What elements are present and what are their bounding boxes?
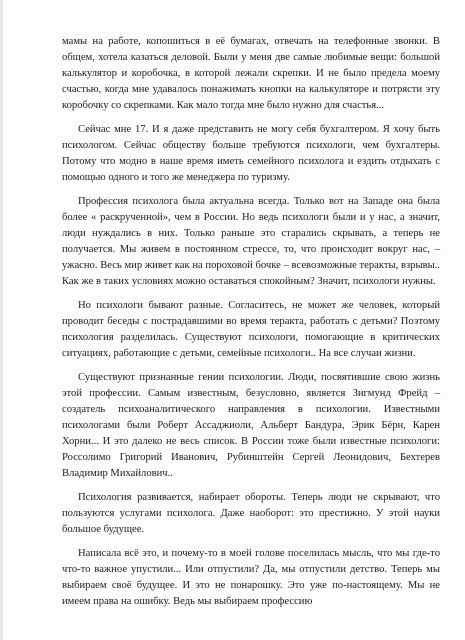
essay-text [62,34,440,618]
paragraph-conclusion: Написала всё это, и почему-то в моей голове поселилась мысль, что мы где-то что-то важное упустили... Или отпустили? Да, мы отпустили детство. Теперь мы выбираем своё будущее. И это не понарошку. Это уже по-настоящему. Мы не имеем права на ошибку. Ведь мы выбираем профессию [62,548,440,607]
paragraph-famous-psychologists: Существуют признанные гении психологии. Люди, посвятившие свою жизнь этой профессии. Самым известным, безусловно, является Зигмунд Фрейд – создатель психоаналитического направления в психологии. Известными психологами были Роберт Ассаджиоли, Альберт Бандура, Эрик Бёрн, Карен Хорни... И это далеко не весь список. В России тоже были известные психологи: Россолимо Григорий Иванович, Рубинштейн Сергей Леонидович, Бехтерев Владимир Михайлович.. [62,372,440,479]
paragraph-types-of-psychologists: Но психологи бывают разные. Согласитесь, не может же человек, который проводит беседы с пострадавшими во время теракта, работать с детьми? Поэтому психология разделилась. Существуют психологи, помогающие в критических ситуациях, работающие с детьми, семейные психологи.. На все случаи жизни. [62,300,440,359]
paragraph-development: Психология развивается, набирает обороты. Теперь люди не скрывают, что пользуются услугами психолога. Даже наоборот: это престижно. У этой науки большое будущее. [62,492,440,535]
paragraph-profession-relevance: Профессия психолога была актуальна всегда. Только вот на Западе она была более « раскрученной», чем в России. Но ведь психологи были и у нас, а значит, люди нуждались в них. Только раньше это старались скрывать, а теперь не получается. Мы живем в постоянном стрессе, то, что происходит вокруг нас, – ужасно. Весь мир живет как на пороховой бочке – всевозможные теракты, взрывы.. Как же в таких условиях можно оставаться спокойным? Значит, психологи нужны. [62,196,440,287]
page-edge-shadow [0,0,3,640]
paragraph-childhood: мамы на работе, копошиться в её бумагах, отвечать на телефонные звонки. В общем, хотела казаться деловой. Были у меня две самые любимые вещи: большой калькулятор и коробочка, в которой лежали скрепки. И не было предела моему счастью, когда мне удавалось понажимать кнопки на калькуляторе и потрясти эту коробочку со скрепками. Как мало тогда мне было нужно для счастья... [62,36,440,111]
paragraph-age-17: Сейчас мне 17. И я даже представить не могу себя бухгалтером. Я хочу быть психологом. Сейчас обществу больше требуются психологи, чем бухгалтеры. Потому что модно в наше время иметь семейного психолога и ездить отдыхать с помощью одного и того же менеджера по туризму. [62,124,440,183]
